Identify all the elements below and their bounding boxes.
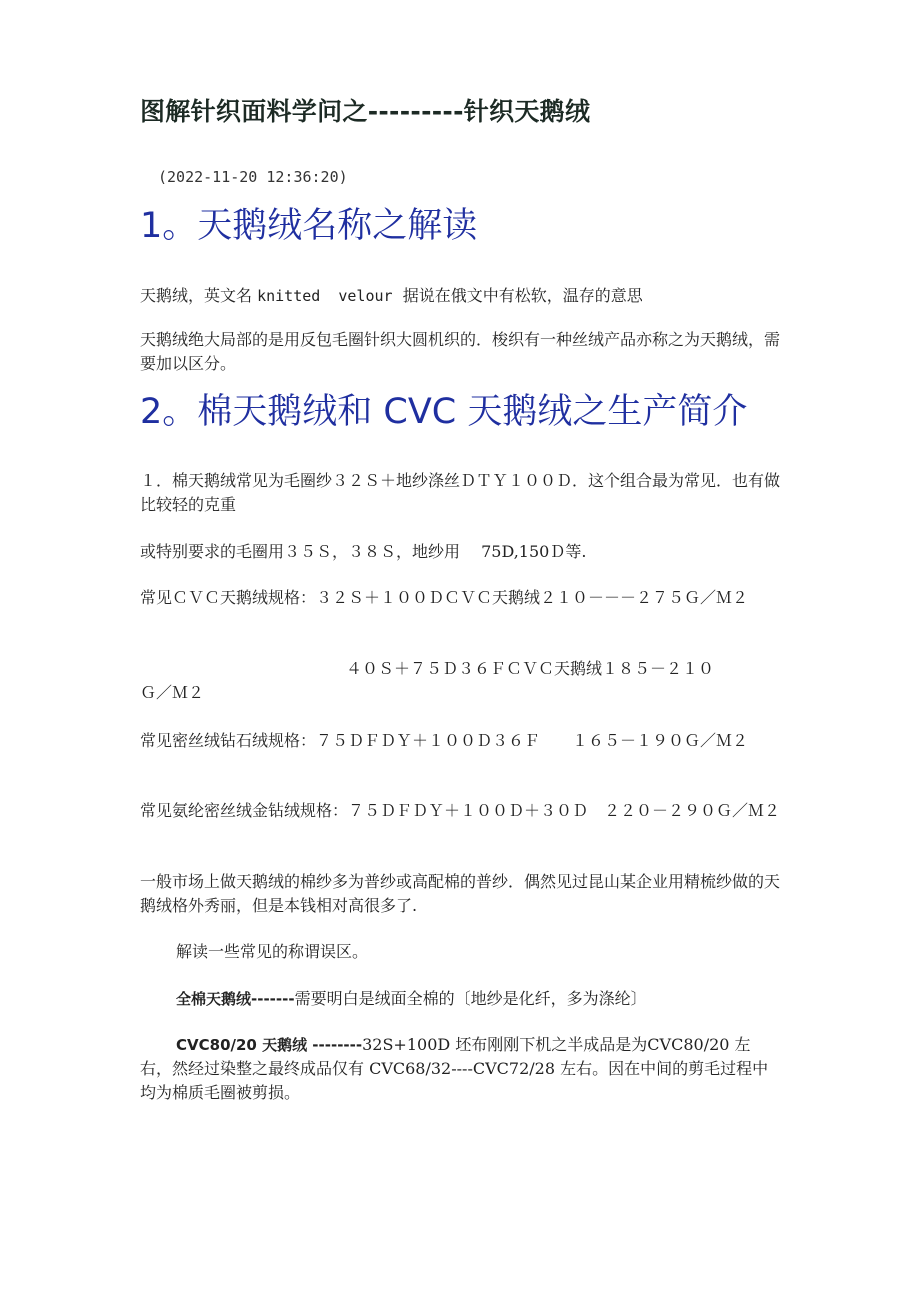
section-2-spec-cvc-1: 常见ＣＶＣ天鹅绒规格：３２Ｓ＋１００ＤＣＶＣ天鹅绒２１０－－－２７５Ｇ／Ｍ２ xyxy=(140,588,749,607)
section-2-paragraph-cotton xyxy=(176,987,816,1011)
section-2-paragraph-2: 或特别要求的毛圈用３５Ｓ，３８Ｓ，地纱用 75D,150Ｄ等. xyxy=(140,542,587,561)
section-2-paragraph-1: １．棉天鹅绒常见为毛圈纱３２Ｓ＋地纱涤丝ＤＴＹ１００Ｄ．这个组合最为常见．也有做比较轻的克重 xyxy=(140,471,781,514)
paragraph-text: 需要明白是绒面全棉的〔地纱是化纤，多为涤纶〕 xyxy=(294,989,647,1008)
spec-line: Ｇ／Ｍ２ xyxy=(140,683,205,702)
section-1-heading: 1。天鹅绒名称之解读 xyxy=(140,206,478,246)
paragraph-text: 据说在俄文中有松软，温存的意思 xyxy=(392,286,643,305)
section-2-paragraph-market: 一般市场上做天鹅绒的棉纱多为普纱或高配棉的普纱．偶然见过昆山某企业用精梳纱做的天鹅绒格外秀丽，但是本钱相对高很多了. xyxy=(140,872,781,915)
document-date: (2022-11-20 12:36:20) xyxy=(158,168,348,186)
section-2-spec-cvc-2 xyxy=(140,657,780,705)
term-label: CVC80/20 天鹅绒 -------- xyxy=(176,1036,363,1054)
section-2-paragraph-misconceptions: 解读一些常见的称谓误区。 xyxy=(176,942,369,961)
section-2-spec-spandex: 常见氨纶密丝绒金钻绒规格：７５ＤＦＤＹ＋１００Ｄ＋３０Ｄ ２２０－２９０Ｇ／Ｍ２ xyxy=(140,801,781,820)
term-label: 全棉天鹅绒------- xyxy=(176,990,295,1008)
section-2-heading: 2。棉天鹅绒和 CVC 天鹅绒之生产简介 xyxy=(140,392,748,432)
paragraph-text: 天鹅绒，英文名 xyxy=(140,286,258,305)
paragraph-text: 32S+100D 坯布刚刚下机之半成品是为CVC80/20 左右，然经过染整之最终成品仅有 CVC68/32----CVC72/28 左右。因在中间的剪毛过程中均为棉质毛圈被剪损。 xyxy=(140,1035,769,1102)
spec-line: ４０Ｓ＋７５Ｄ３６ＦＣＶＣ天鹅绒１８５－２１０ xyxy=(346,659,715,678)
english-term: knitted velour xyxy=(257,287,393,305)
section-1-paragraph-1 xyxy=(140,284,780,308)
document-title: 图解针织面料学问之---------针织天鹅绒 xyxy=(140,97,591,126)
section-1-paragraph-2: 天鹅绒绝大局部的是用反包毛圈针织大圆机织的．梭织有一种丝绒产品亦称之为天鹅绒，需要加以区分。 xyxy=(140,330,781,373)
section-2-spec-diamond: 常见密丝绒钻石绒规格：７５ＤＦＤＹ＋１００Ｄ３６Ｆ １６５－１９０Ｇ／Ｍ２ xyxy=(140,731,749,750)
section-2-paragraph-cvc8020 xyxy=(140,1033,780,1105)
